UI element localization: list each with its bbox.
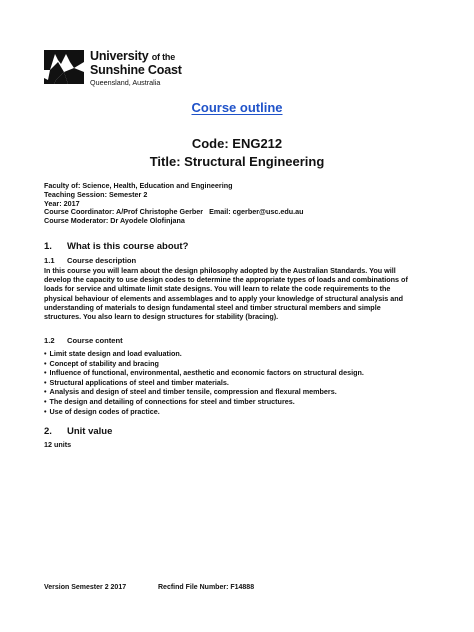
section-2-title: Unit value: [67, 426, 113, 437]
list-item: • Structural applications of steel and timber materials.: [44, 378, 364, 388]
description-line: loads for service and ultimate limit state designs. You will learn to relate the code requirements to the: [44, 284, 391, 294]
course-content-list: [44, 349, 364, 416]
course-description: [44, 266, 436, 321]
list-item: • The design and detailing of connections for steel and timber structures.: [44, 397, 364, 407]
meta-moderator: Course Moderator: Dr Ayodele Olofinjana: [44, 216, 185, 226]
logo-location: Queensland, Australia: [90, 78, 161, 87]
section-2-number: 2.: [44, 426, 52, 437]
meta-coordinator: Course Coordinator: A/Prof Christophe Gerber: [44, 207, 204, 217]
footer-file-number: Recfind File Number: F14888: [158, 584, 255, 591]
description-line: structures. You also learn to design structures for stability (bracing).: [44, 312, 279, 322]
list-item: • Concept of stability and bracing: [44, 359, 364, 369]
unit-value: 12 units: [44, 440, 72, 449]
course-code: Code: ENG212: [191, 136, 283, 151]
description-line: physical behaviour of elements and assemblages and to apply your knowledge of structural analysis and: [44, 293, 404, 303]
list-item: • Use of design codes of practice.: [44, 407, 364, 417]
university-logo: [44, 50, 182, 86]
section-1-2-number: 1.2: [44, 336, 55, 345]
logo-name-line1: [90, 50, 182, 63]
section-1-2-heading: [44, 336, 123, 345]
description-line: develop the capacity to use design codes to determine the appropriate types of loads and combinations of: [44, 275, 408, 285]
section-2-heading: [44, 426, 112, 437]
meta-email: Email: cgerber@usc.edu.au: [209, 207, 304, 217]
section-1-title: What is this course about?: [67, 241, 189, 252]
meta-session: Teaching Session: Semester 2: [44, 189, 148, 199]
section-1-number: 1.: [44, 241, 52, 252]
section-1-1-heading: [44, 256, 136, 265]
list-item: • Influence of functional, environmental, aesthetic and economic factors on structural design.: [44, 368, 364, 378]
course-meta: [44, 182, 304, 226]
section-1-2-title: Course content: [67, 336, 123, 345]
logo-name-of-the: of the: [151, 52, 176, 62]
list-item: • Limit state design and load evaluation.: [44, 349, 364, 359]
logo-name-line2: Sunshine Coast: [90, 62, 182, 77]
section-1-heading: [44, 241, 188, 252]
logo-text: [90, 50, 182, 86]
section-1-1-number: 1.1: [44, 256, 55, 265]
description-line: understanding of materials to design fundamental steel and timber structural members and simple: [44, 302, 381, 312]
list-item: • Analysis and design of steel and timber tensile, compression and flexural members.: [44, 387, 364, 397]
logo-name-university: University: [90, 49, 149, 63]
usc-emblem-icon: [44, 50, 84, 84]
course-outline-heading: Course outline: [191, 100, 283, 115]
meta-faculty: Faculty of: Science, Health, Education and Engineering: [44, 181, 233, 190]
meta-year: Year: 2017: [44, 198, 80, 208]
description-line: In this course you will learn about the design philosophy adopted by the Australian Standards. You will: [44, 266, 396, 275]
footer-version: Version Semester 2 2017: [44, 584, 127, 591]
section-1-1-title: Course description: [67, 256, 137, 265]
course-title: Title: Structural Engineering: [149, 154, 325, 169]
